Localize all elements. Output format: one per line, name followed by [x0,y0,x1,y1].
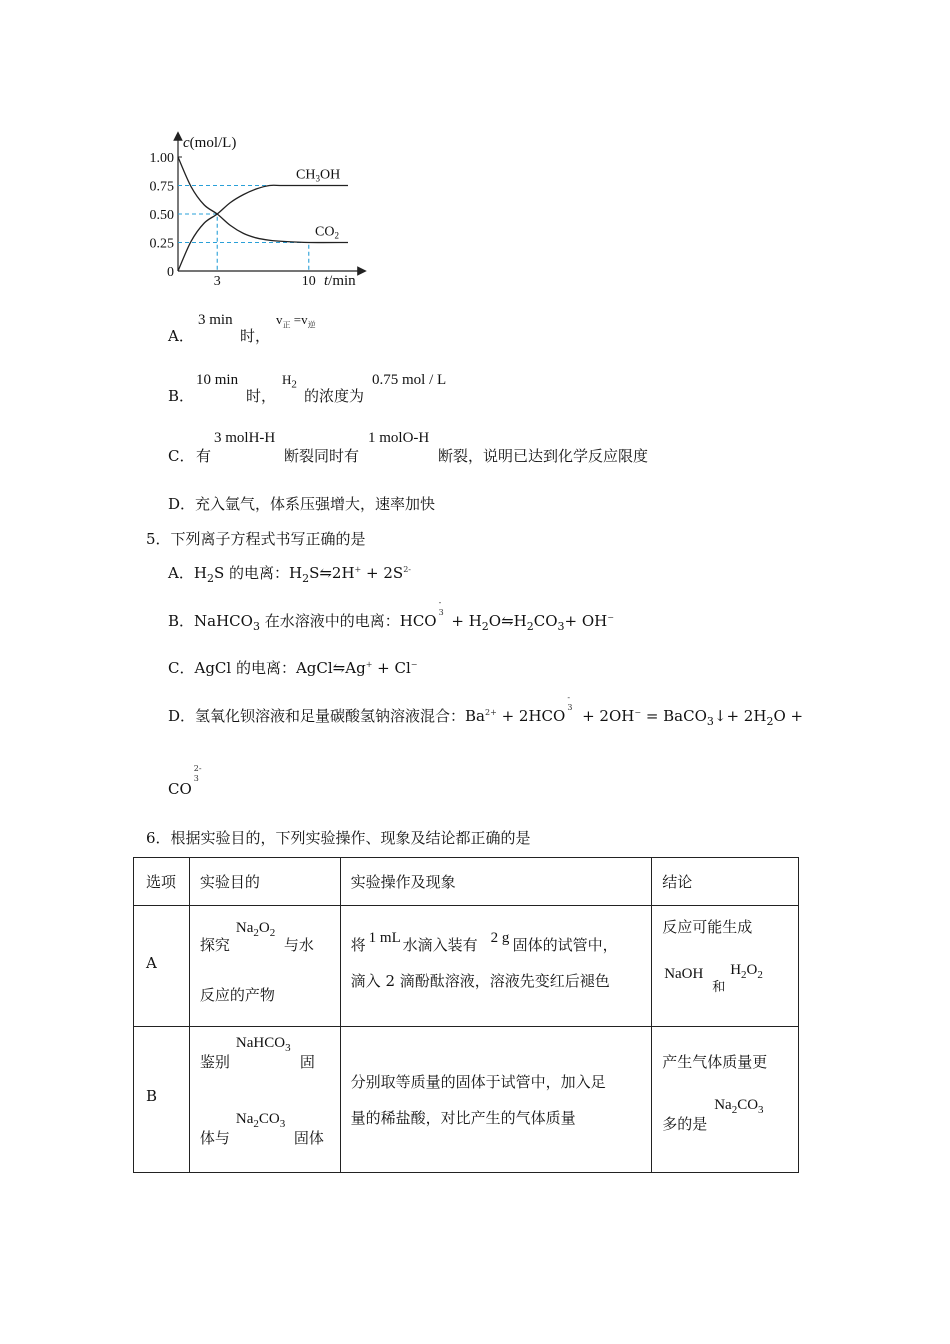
q5-option-a: A．$H_2S$ 的电离：$H_2S⇋2H^+ + 2S^{2-}$ [168,564,411,585]
y-tick-label: 0.25 [149,236,174,252]
formula-nahco3: NaHCO$_3$ [235,1035,291,1054]
header-purpose: 实验目的 [189,858,340,906]
formula-h2: $H_2$ [282,372,297,391]
text: 的浓度为 [304,387,365,405]
y-tick-label: 1.00 [149,151,174,166]
cell-option: A [134,906,190,1027]
formula-oh: 1 molO-H [368,430,430,446]
text: 断裂同时有 [284,447,360,465]
formula-na2o2: $Na_2O_2$ [235,920,276,939]
formula-concentration: 0.75 mol / L [372,372,447,388]
cell-operation: 将 1 mL 水滴入装有 2 g 固体的试管中， 滴入 2 滴酚酞溶液，溶液先变红后褪色 [340,906,652,1027]
text: 时， [246,387,277,405]
cell-purpose: 探究 $Na_2O_2$ 与水 反应的产物 [189,906,340,1027]
option-letter: C． [168,447,195,465]
cell-option: B [134,1027,190,1173]
table-row [134,1027,799,1173]
header-operation: 实验操作及现象 [340,858,652,906]
x-axis-label: t/min [324,273,356,289]
q5-option-d-continued: CO 2- 3 [168,764,202,798]
series-label-co2: $CO_2$ [315,224,339,241]
q5-option-d: D．氢氧化钡溶液和足量碳酸氢钠溶液混合：$Ba^{2+} + 2HCO$ - 3 + 2OH− = BaCO$_3$↓+ $2H_2O$ + [168,693,804,728]
experiment-table [133,857,799,1173]
table-header-row [134,858,799,906]
guide-line-10min [178,243,309,272]
header-conclusion: 结论 [652,858,799,906]
cell-conclusion: 反应可能生成 NaOH 和 $H_2O_2$ [652,906,799,1027]
y-axis-label: c(mol/L) [183,135,237,151]
q4-option-a [168,312,468,346]
y-tick-label: 0.50 [149,208,174,223]
option-letter: D． [168,495,196,513]
option-letter: A． [168,327,194,345]
text: 时， [240,327,271,345]
guide-line-3min [178,214,217,271]
header-option: 选项 [134,858,190,906]
cell-operation: 分别取等质量的固体于试管中，加入足 量的稀盐酸，对比产生的气体质量 [340,1027,652,1173]
text: 有 [196,447,212,465]
q6-stem: 6．根据实验目的，下列实验操作、现象及结论都正确的是 [146,829,531,847]
cell-purpose: 鉴别 NaHCO$_3$ 固 体与 $Na_2CO_3$ 固体 [189,1027,340,1173]
q5-option-b: B．NaHCO$_3$ 在水溶液中的电离：HCO - 3 + $H_2O⇋H_2CO_3+ OH^-$ [168,598,614,633]
formula-h2o2: $H_2O_2$ [730,962,763,981]
formula-hh: 3 molH-H [214,430,276,446]
x-tick-label: 10 [301,274,316,289]
formula-time: 3 min [198,312,233,328]
q4-option-c [168,430,728,466]
q5-stem: 5．下列离子方程式书写正确的是 [146,530,366,548]
q5-option-c: C．AgCl 的电离：AgCl⇋Ag+ + Cl− [168,659,418,677]
formula-na2co3: $Na_2CO_3$ [235,1111,286,1130]
cell-conclusion: 产生气体质量更 多的是 $Na_2CO_3$ [652,1027,799,1173]
y-tick-label: 0.75 [149,179,174,195]
q4-option-d [168,493,435,514]
option-letter: B． [168,387,195,405]
x-tick-label: 3 [213,274,221,289]
y-tick-label: 0 [167,265,174,280]
text: 断裂，说明已达到化学反应限度 [438,447,649,465]
formula-rate-equality: $v_正 =v_逆$ [276,312,316,330]
formula-time: 10 min [196,372,239,388]
series-label-ch3oh: $CH_3OH$ [296,167,341,184]
text: 充入氩气，体系压强增大，速率加快 [195,495,436,513]
q4-option-b [168,372,568,406]
concentration-time-chart [140,128,380,298]
formula-na2co3: $Na_2CO_3$ [714,1097,764,1116]
table-row [134,906,799,1027]
